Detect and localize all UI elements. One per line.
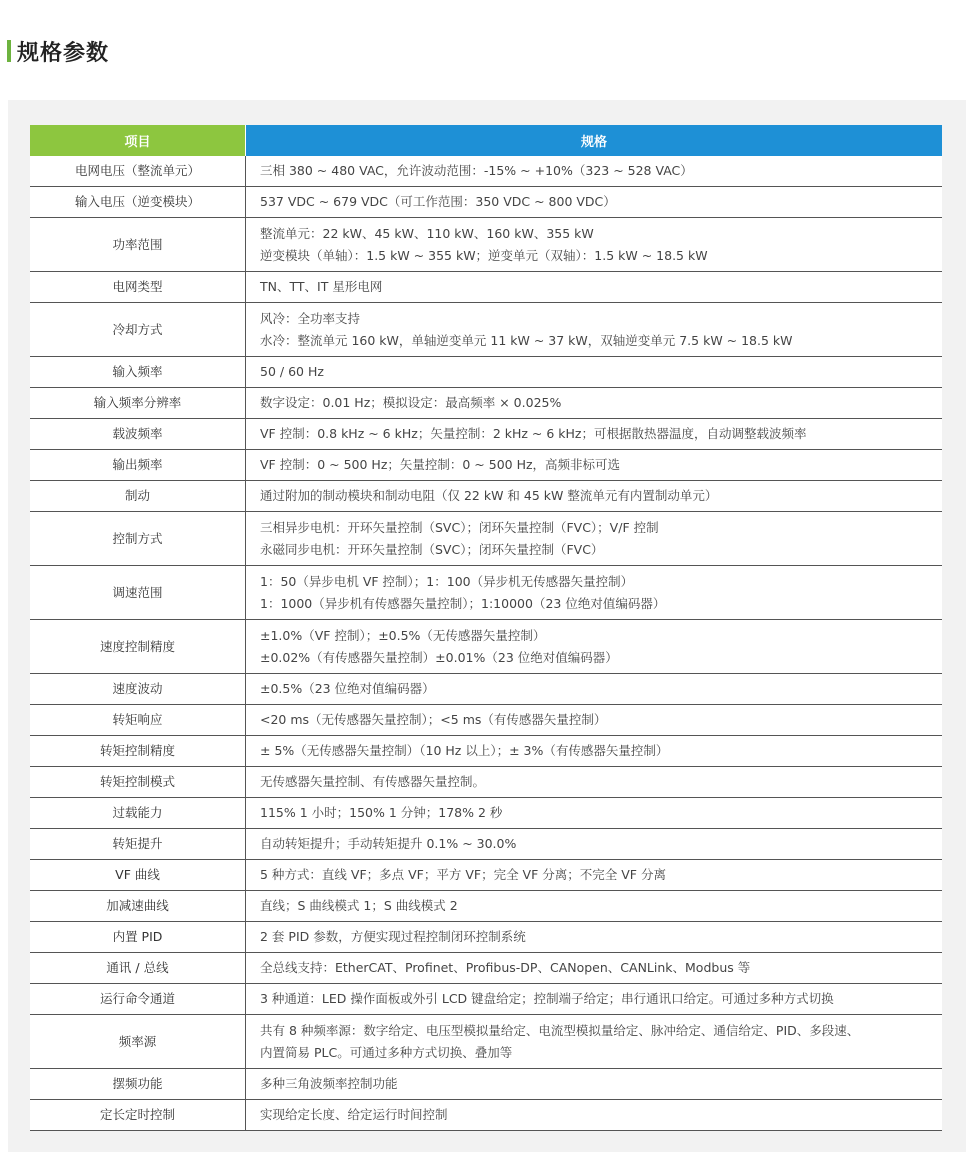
spec-table bbox=[30, 125, 942, 1131]
row-item-label: 功率范围 bbox=[30, 218, 246, 272]
row-item-label: 输出频率 bbox=[30, 450, 246, 481]
row-spec-cell bbox=[246, 156, 943, 187]
page-title: 规格参数 bbox=[17, 40, 110, 66]
table-row bbox=[30, 357, 942, 388]
spec-line: ±0.02%（有传感器矢量控制）±0.01%（23 位绝对值编码器） bbox=[260, 649, 618, 665]
spec-line: 通过附加的制动模块和制动电阻（仅 22 kW 和 45 kW 整流单元有内置制动单元） bbox=[260, 488, 718, 503]
spec-line: 1：50（异步电机 VF 控制）；1：100（异步机无传感器矢量控制） bbox=[260, 573, 634, 589]
header-item: 项目 bbox=[30, 125, 246, 156]
spec-line: 实现给定长度、给定运行时间控制 bbox=[260, 1107, 448, 1122]
row-spec-cell bbox=[246, 272, 943, 303]
spec-line: 整流单元：22 kW、45 kW、110 kW、160 kW、355 kW bbox=[260, 225, 594, 241]
spec-line: 数字设定：0.01 Hz；模拟设定：最高频率 × 0.025% bbox=[260, 395, 562, 410]
table-row bbox=[30, 829, 942, 860]
spec-line: 永磁同步电机：开环矢量控制（SVC）；闭环矢量控制（FVC） bbox=[260, 541, 604, 557]
spec-line: 3 种通道：LED 操作面板或外引 LCD 键盘给定；控制端子给定；串行通讯口给定。可通过多种方式切换 bbox=[260, 991, 834, 1006]
row-item-label: 频率源 bbox=[30, 1015, 246, 1069]
table-row bbox=[30, 1100, 942, 1131]
row-item-label: 冷却方式 bbox=[30, 303, 246, 357]
table-row bbox=[30, 566, 942, 620]
spec-line: 5 种方式：直线 VF；多点 VF；平方 VF；完全 VF 分离；不完全 VF 分离 bbox=[260, 867, 666, 882]
row-spec-cell bbox=[246, 922, 943, 953]
row-item-label: 转矩提升 bbox=[30, 829, 246, 860]
row-item-label: 控制方式 bbox=[30, 512, 246, 566]
row-spec-cell bbox=[246, 419, 943, 450]
table-row bbox=[30, 303, 942, 357]
spec-line: 多种三角波频率控制功能 bbox=[260, 1076, 398, 1091]
row-item-label: 摆频功能 bbox=[30, 1069, 246, 1100]
row-item-label: VF 曲线 bbox=[30, 860, 246, 891]
row-spec-cell bbox=[246, 674, 943, 705]
row-spec-cell bbox=[246, 829, 943, 860]
spec-line: 风冷：全功率支持 bbox=[260, 310, 361, 326]
row-spec-cell bbox=[246, 1015, 943, 1069]
row-item-label: 输入频率 bbox=[30, 357, 246, 388]
spec-line: 2 套 PID 参数，方便实现过程控制闭环控制系统 bbox=[260, 929, 526, 944]
table-row bbox=[30, 512, 942, 566]
spec-line: 自动转矩提升；手动转矩提升 0.1% ~ 30.0% bbox=[260, 836, 517, 851]
spec-line: VF 控制：0 ~ 500 Hz；矢量控制：0 ~ 500 Hz，高频非标可选 bbox=[260, 457, 621, 472]
page-title-block bbox=[7, 36, 109, 66]
table-row bbox=[30, 736, 942, 767]
spec-line: 内置简易 PLC。可通过多种方式切换、叠加等 bbox=[260, 1044, 513, 1060]
spec-line: ±0.5%（23 位绝对值编码器） bbox=[260, 681, 435, 696]
row-item-label: 调速范围 bbox=[30, 566, 246, 620]
row-spec-cell bbox=[246, 450, 943, 481]
row-item-label: 转矩控制模式 bbox=[30, 767, 246, 798]
row-spec-cell bbox=[246, 736, 943, 767]
table-row bbox=[30, 218, 942, 272]
row-item-label: 输入频率分辨率 bbox=[30, 388, 246, 419]
row-item-label: 通讯 / 总线 bbox=[30, 953, 246, 984]
table-row bbox=[30, 767, 942, 798]
spec-line: 逆变模块（单轴）：1.5 kW ~ 355 kW；逆变单元（双轴）：1.5 kW ~ 18.5 kW bbox=[260, 247, 708, 263]
table-row bbox=[30, 860, 942, 891]
row-item-label: 速度控制精度 bbox=[30, 620, 246, 674]
title-accent-bar bbox=[7, 40, 11, 62]
table-row bbox=[30, 705, 942, 736]
table-row bbox=[30, 450, 942, 481]
row-spec-cell bbox=[246, 767, 943, 798]
row-item-label: 制动 bbox=[30, 481, 246, 512]
row-spec-cell bbox=[246, 891, 943, 922]
table-row bbox=[30, 156, 942, 187]
row-spec-cell bbox=[246, 388, 943, 419]
spec-line: 537 VDC ~ 679 VDC（可工作范围：350 VDC ~ 800 VDC） bbox=[260, 194, 616, 209]
table-row bbox=[30, 674, 942, 705]
spec-line: 三相异步电机：开环矢量控制（SVC）；闭环矢量控制（FVC）；V/F 控制 bbox=[260, 519, 659, 535]
spec-line: 115% 1 小时；150% 1 分钟；178% 2 秒 bbox=[260, 805, 503, 820]
table-row bbox=[30, 187, 942, 218]
row-item-label: 定长定时控制 bbox=[30, 1100, 246, 1131]
table-row bbox=[30, 798, 942, 829]
row-spec-cell bbox=[246, 566, 943, 620]
table-row bbox=[30, 620, 942, 674]
header-spec: 规格 bbox=[246, 125, 943, 156]
spec-line: ±1.0%（VF 控制）；±0.5%（无传感器矢量控制） bbox=[260, 627, 546, 643]
row-item-label: 转矩控制精度 bbox=[30, 736, 246, 767]
table-row bbox=[30, 388, 942, 419]
row-spec-cell bbox=[246, 357, 943, 388]
spec-line: <20 ms（无传感器矢量控制）；<5 ms（有传感器矢量控制） bbox=[260, 712, 607, 727]
spec-line: 无传感器矢量控制、有传感器矢量控制。 bbox=[260, 774, 486, 789]
row-spec-cell bbox=[246, 953, 943, 984]
row-item-label: 载波频率 bbox=[30, 419, 246, 450]
row-spec-cell bbox=[246, 798, 943, 829]
row-spec-cell bbox=[246, 705, 943, 736]
table-row bbox=[30, 984, 942, 1015]
table-row bbox=[30, 481, 942, 512]
table-row bbox=[30, 1015, 942, 1069]
row-item-label: 加减速曲线 bbox=[30, 891, 246, 922]
table-row bbox=[30, 891, 942, 922]
table-header-row bbox=[30, 125, 942, 156]
row-spec-cell bbox=[246, 984, 943, 1015]
row-spec-cell bbox=[246, 187, 943, 218]
table-row bbox=[30, 419, 942, 450]
spec-line: 全总线支持：EtherCAT、Profinet、Profibus-DP、CANopen、CANLink、Modbus 等 bbox=[260, 960, 751, 975]
row-spec-cell bbox=[246, 1100, 943, 1131]
table-row bbox=[30, 953, 942, 984]
row-spec-cell bbox=[246, 1069, 943, 1100]
row-item-label: 电网电压（整流单元） bbox=[30, 156, 246, 187]
spec-line: VF 控制：0.8 kHz ~ 6 kHz；矢量控制：2 kHz ~ 6 kHz；可根据散热器温度，自动调整载波频率 bbox=[260, 426, 807, 441]
spec-line: TN、TT、IT 星形电网 bbox=[260, 279, 383, 294]
row-item-label: 电网类型 bbox=[30, 272, 246, 303]
row-item-label: 输入电压（逆变模块） bbox=[30, 187, 246, 218]
spec-line: 1：1000（异步机有传感器矢量控制）；1:10000（23 位绝对值编码器） bbox=[260, 595, 666, 611]
row-item-label: 转矩响应 bbox=[30, 705, 246, 736]
spec-line: 水冷：整流单元 160 kW，单轴逆变单元 11 kW ~ 37 kW，双轴逆变单元 7.5 kW ~ 18.5 kW bbox=[260, 332, 793, 348]
table-row bbox=[30, 1069, 942, 1100]
spec-line: ± 5%（无传感器矢量控制）（10 Hz 以上）；± 3%（有传感器矢量控制） bbox=[260, 743, 669, 758]
spec-line: 共有 8 种频率源：数字给定、电压型模拟量给定、电流型模拟量给定、脉冲给定、通信给定、PID、多段速、 bbox=[260, 1022, 860, 1038]
spec-line: 三相 380 ~ 480 VAC，允许波动范围：-15% ~ +10%（323 ~ 528 VAC） bbox=[260, 163, 693, 178]
row-spec-cell bbox=[246, 481, 943, 512]
spec-line: 直线；S 曲线模式 1；S 曲线模式 2 bbox=[260, 898, 458, 913]
row-item-label: 过载能力 bbox=[30, 798, 246, 829]
table-row bbox=[30, 922, 942, 953]
row-spec-cell bbox=[246, 218, 943, 272]
table-row bbox=[30, 272, 942, 303]
row-spec-cell bbox=[246, 303, 943, 357]
row-spec-cell bbox=[246, 860, 943, 891]
row-spec-cell bbox=[246, 620, 943, 674]
spec-line: 50 / 60 Hz bbox=[260, 364, 324, 379]
row-item-label: 速度波动 bbox=[30, 674, 246, 705]
spec-table-body bbox=[30, 156, 942, 1131]
row-item-label: 内置 PID bbox=[30, 922, 246, 953]
row-spec-cell bbox=[246, 512, 943, 566]
row-item-label: 运行命令通道 bbox=[30, 984, 246, 1015]
